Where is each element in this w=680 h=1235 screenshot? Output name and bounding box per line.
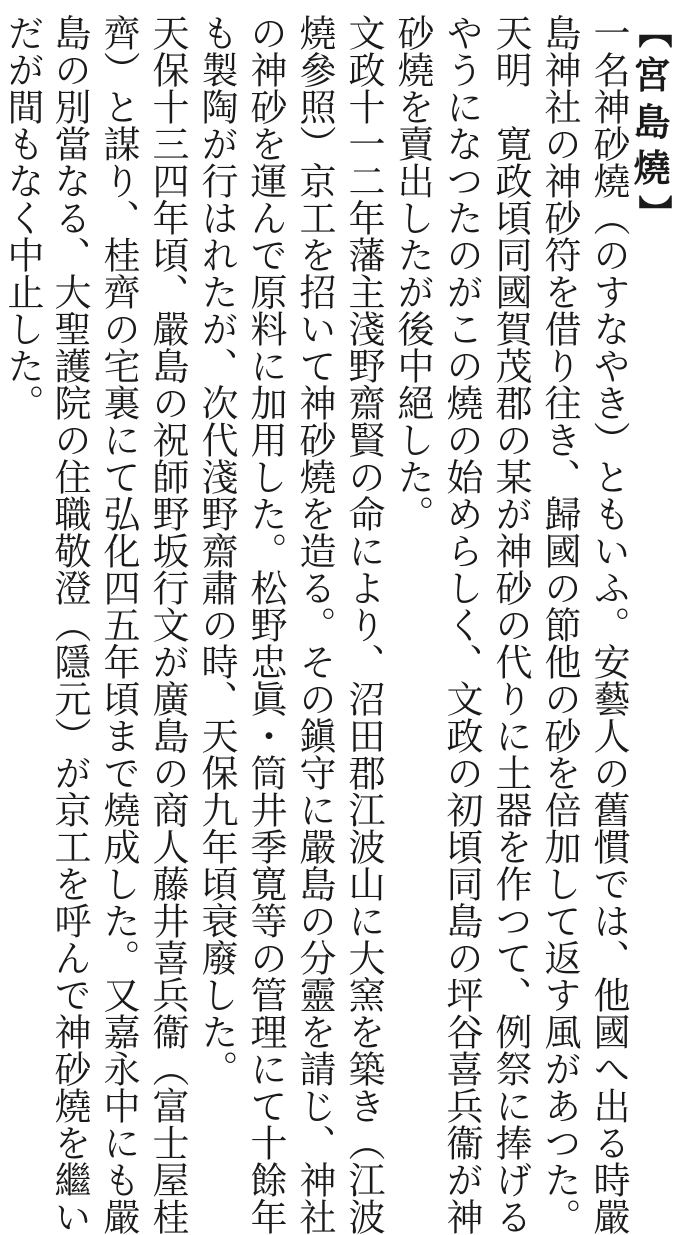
heading-char-1: 宮 [633,52,671,97]
text-column-5: 砂燒を賣出したが後中絕した。 [391,14,434,532]
text-column-4: やうになつたのがこの燒の始めらしく、文政の初頃同島の坪谷喜兵衞が神 [440,14,483,1235]
text-column-9: も製陶が行はれたが、次代淺野齋肅の時、天保九年頃衰廢した。 [195,14,238,1087]
text-column-6: 文政十一二年藩主淺野齋賢の命により、沼田郡江波山に大窯を築き（江波 [342,14,385,1235]
text-column-1: 一名神砂燒（のすなやき）ともいふ。安藝人の舊慣では、他國へ出る時嚴 [587,14,630,1235]
text-column-3: 天明 寛政頃同國賀茂郡の某が神砂の代りに土器を作つて、例祭に捧げる [489,14,532,1235]
text-column-7: 燒參照）京工を招いて神砂燒を造る。その鎭守に嚴島の分靈を請じ、神社 [293,14,336,1235]
section-heading [632,14,672,229]
text-column-11: 齊）と謀り、桂齊の宅裏にて弘化四五年頃まで燒成した。又嘉永中にも嚴 [97,14,140,1235]
text-column-10: 天保十三四年頃、嚴島の祝師野坂行文が廣島の商人藤井喜兵衞（富士屋桂 [146,14,189,1235]
text-column-12: 島の別當なる、大聖護院の住職敬澄（隱元）が京工を呼んで神砂燒を繼い [48,14,91,1235]
heading-close-bracket: 】 [632,195,672,229]
text-column-2: 島神社の神砂符を借り往き、歸國の節他の砂を倍加して返す風があつた。 [538,14,581,1235]
heading-open-bracket: 【 [632,14,672,48]
heading-char-3: 燒 [633,146,671,191]
heading-char-2: 島 [633,99,671,144]
text-column-13: だが間もなく中止した。 [1,14,44,421]
text-column-8: の神砂を運んで原料に加用した。松野忠眞・筒井季寛等の管理にて十餘年 [244,14,287,1235]
